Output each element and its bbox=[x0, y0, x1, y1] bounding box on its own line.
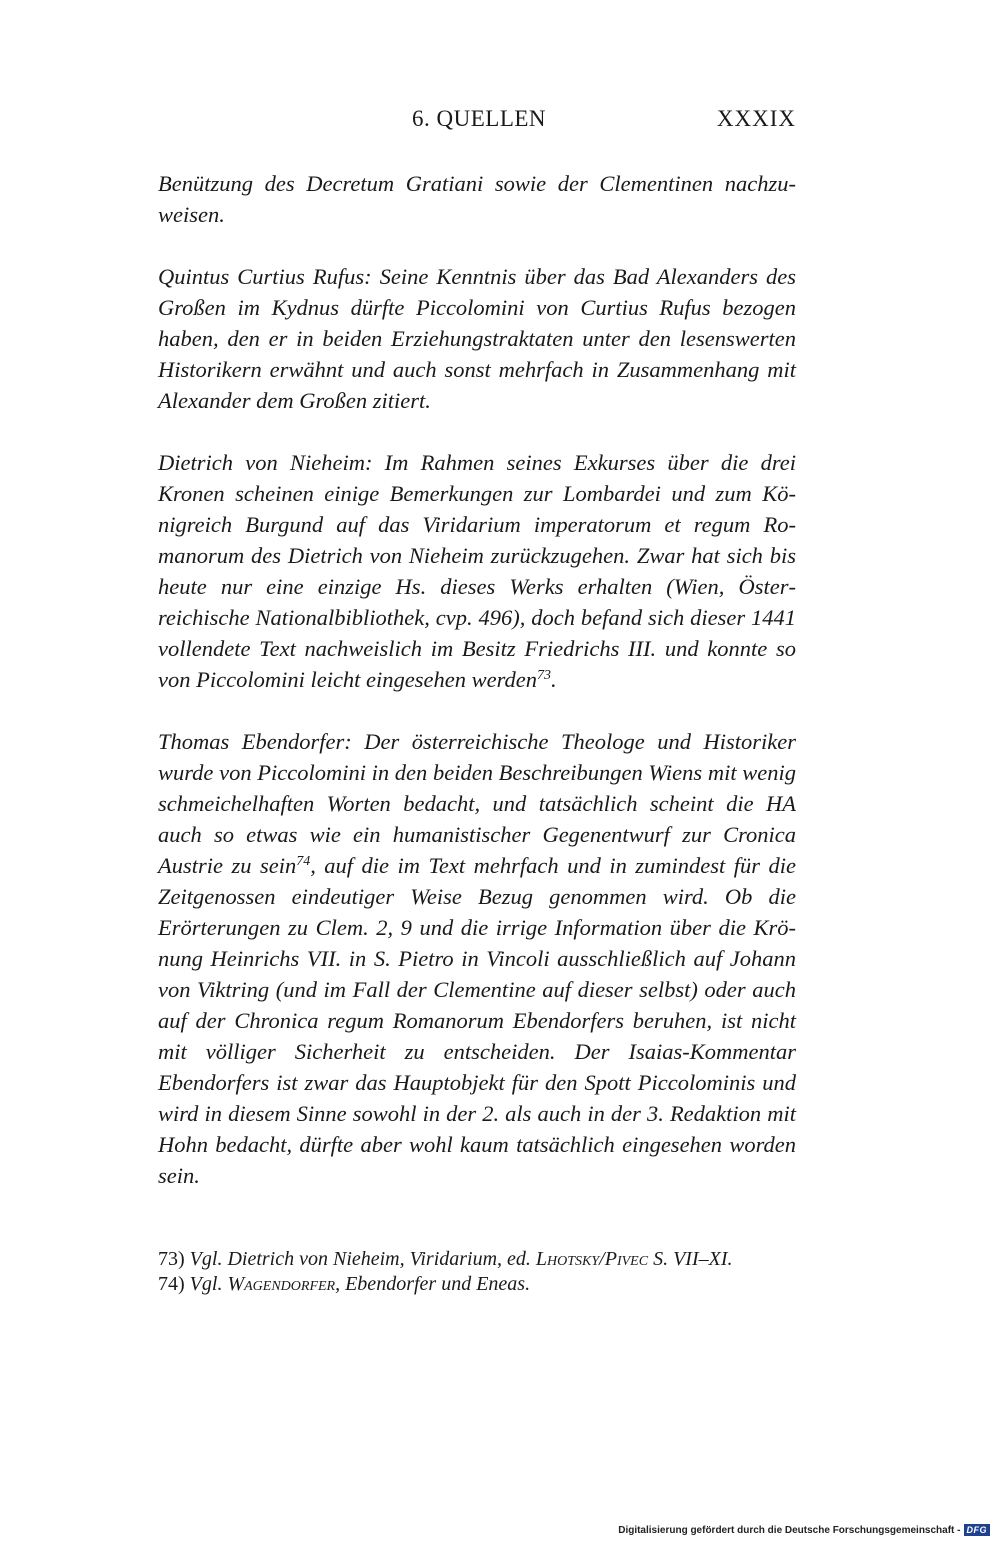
dfg-logo: DFG bbox=[964, 1524, 991, 1536]
paragraph-dietrich-von-nieheim bbox=[158, 447, 796, 695]
footnote-author: Lhotsky/Pivec bbox=[535, 1248, 649, 1270]
funding-notice bbox=[618, 1524, 990, 1536]
paragraph-curtius-rufus bbox=[158, 261, 796, 416]
footnote-74 bbox=[158, 1272, 818, 1297]
footnote-text-end: , Ebendorfer und Eneas. bbox=[335, 1273, 531, 1295]
footnote-73 bbox=[158, 1247, 818, 1272]
footnote-number: 73) bbox=[158, 1248, 185, 1270]
running-head-title: 6. QUELLEN bbox=[412, 106, 547, 131]
footnote-author: Wagendorfer bbox=[227, 1273, 336, 1295]
paragraph-end: . bbox=[551, 667, 557, 692]
page-header bbox=[158, 106, 796, 138]
funding-notice-text: Digitalisierung gefördert durch die Deutsche Forschungsgemeinschaft - bbox=[618, 1524, 961, 1536]
paragraph-text: Benützung des Decretum Gratiani sowie der Clementinen nachzuweisen. bbox=[158, 171, 796, 227]
paragraph-text: Dietrich von Nieheim: Im Rahmen seines Exkurses über die drei Kronen scheinen einige Bemerkungen zur Lombardei und zum Königreich Burgund auf das Viridarium imperatorum et regum Romanorum des Dietrich von Nieheim zurückzugehen. Zwar hat sich bis heute nur eine einzige Hs. dieses Werks erhalten (Wien, Österreichische Nationalbibliothek, cvp. 496), doch befand sich dieser 1441 vollendete Text nachweislich im Besitz Friedrichs III. und konnte so von Piccolomini leicht eingesehen werden bbox=[158, 450, 796, 692]
paragraph-text-continued: , auf die im Text mehrfach und in zumindest für die Zeitgenossen eindeutiger Weise Bezug genommen wird. Ob die Erörterungen zu Clem. 2, 9 und die irrige Information über die Krönung Heinrichs VII. in S. Pietro in Vincoli ausschließlich auf Johann von Viktring (und im Fall der Clementine auf dieser selbst) oder auch auf der Chronica regum Romanorum Ebendorfers beruhen, ist nicht mit völliger Sicherheit zu entscheiden. Der Isaias-Kommentar Ebendorfers ist zwar das Hauptobjekt für den Spott Piccolominis und wird in diesem Sinne sowohl in der 2. als auch in der 3. Redaktion mit Hohn bedacht, dürfte aber wohl kaum tatsächlich eingesehen worden sein. bbox=[158, 853, 796, 1188]
paragraph-decretum bbox=[158, 168, 796, 230]
footnote-text: Vgl. Dietrich von Nieheim, Viridarium, ed. bbox=[189, 1248, 531, 1270]
paragraph-thomas-ebendorfer bbox=[158, 726, 796, 1191]
footnote-number: 74) bbox=[158, 1273, 185, 1295]
main-text bbox=[158, 168, 796, 1222]
footnote-marker-73[interactable]: 73 bbox=[537, 668, 552, 683]
footnote-marker-74[interactable]: 74 bbox=[296, 854, 311, 869]
paragraph-text: Quintus Curtius Rufus: Seine Kenntnis über das Bad Alexanders des Großen im Kydnus dürfte Piccolomini von Curtius Rufus bezogen haben, den er in beiden Erziehungstraktaten unter den lesenswerten Historikern erwähnt und auch sonst mehrfach in Zusammenhang mit Alexander dem Großen zitiert. bbox=[158, 264, 796, 413]
footnote-text-end: S. VII–XI. bbox=[653, 1248, 733, 1270]
paragraph-text: Thomas Ebendorfer: Der österreichische Theologe und Historiker wurde von Piccolomini in den beiden Beschreibungen Wiens mit wenig schmeichelhaften Worten bedacht, und tatsächlich scheint die HA auch so etwas wie ein humanistischer Gegenentwurf zur Cronica Austrie zu sein bbox=[158, 729, 796, 878]
footnotes bbox=[158, 1247, 818, 1297]
footnote-text: Vgl. bbox=[189, 1273, 223, 1295]
page-number: XXXIX bbox=[716, 106, 796, 131]
